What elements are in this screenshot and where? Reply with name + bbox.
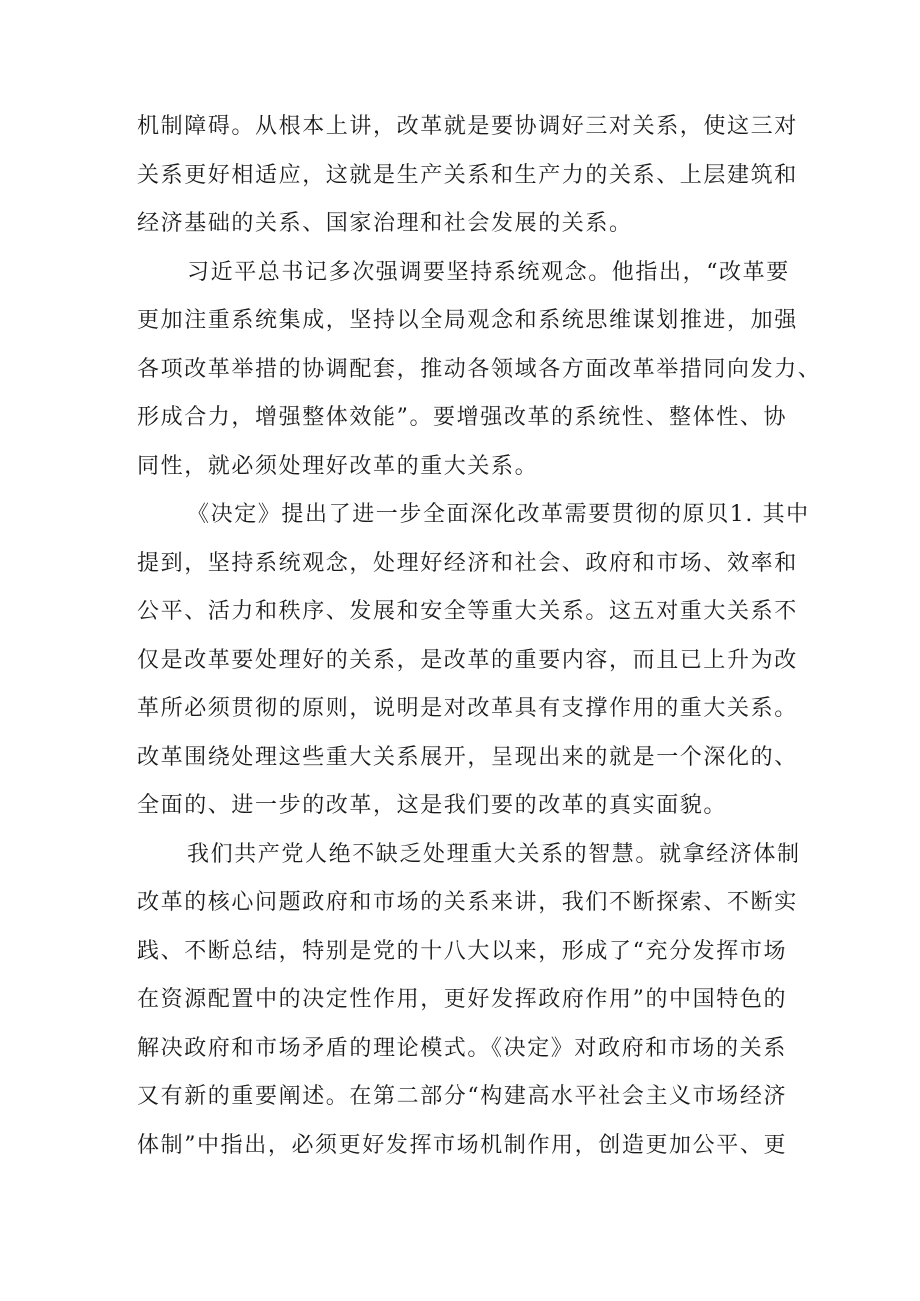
text-line: 体制”中指出，必须更好发挥市场机制作用，创造更加公平、更 <box>137 1132 788 1158</box>
text-line: 践、不断总结，特别是党的十八大以来，形成了“充分发挥市场 <box>137 938 788 964</box>
text-line: 更加注重系统集成，坚持以全局观念和系统思维谋划推进，加强 <box>137 308 798 333</box>
paragraph-3 <box>137 491 810 831</box>
paragraph-1 <box>137 103 798 249</box>
paragraph-4 <box>137 831 801 1171</box>
text-line: 经济基础的关系、国家治理和社会发展的关系。 <box>137 211 633 236</box>
document-body <box>137 103 822 1170</box>
text-line: 公平、活力和秩序、发展和安全等重大关系。这五对重大关系不 <box>137 599 798 624</box>
text-line: 提到，坚持系统观念，处理好经济和社会、政府和市场、效率和 <box>137 550 798 576</box>
text-line: 各项改革举措的协调配套，推动各领域各方面改革举措同向发力、 <box>137 356 822 382</box>
text-line: 又有新的重要阐述。在第二部分“构建高水平社会主义市场经济 <box>137 1084 788 1109</box>
paragraph-2 <box>137 249 822 492</box>
text-line: 我们共产党人绝不缺乏处理重大关系的智慧。就拿经济体制 <box>187 841 801 867</box>
text-line: 习近平总书记多次强调要坚持系统观念。他指出，“改革要 <box>187 259 790 285</box>
text-line: 改革围绕处理这些重大关系展开，呈现出来的就是一个深化的、 <box>137 744 798 770</box>
text-line: 形成合力，增强整体效能”。要增强改革的系统性、整体性、协 <box>137 405 788 430</box>
text-line: 解决政府和市场矛盾的理论模式。《决定》对政府和市场的关系 <box>137 1035 787 1061</box>
text-line: 全面的、进一步的改革，这是我们要的改革的真实面貌。 <box>137 793 728 818</box>
text-line: 机制障碍。从根本上讲，改革就是要协调好三对关系，使这三对 <box>137 114 798 139</box>
text-line: 革所必须贯彻的原则，说明是对改革具有支撑作用的重大关系。 <box>137 696 798 721</box>
text-line: 在资源配置中的决定性作用，更好发挥政府作用”的中国特色的 <box>137 987 788 1012</box>
text-line: 关系更好相适应，这就是生产关系和生产力的关系、上层建筑和 <box>137 162 798 188</box>
text-line: 《决定》提出了进一步全面深化改革需要贯彻的原贝1. 其中 <box>187 502 810 527</box>
text-line: 同性，就必须处理好改革的重大关系。 <box>137 453 539 479</box>
text-line: 改革的核心问题政府和市场的关系来讲，我们不断探索、不断实 <box>137 890 798 915</box>
text-line: 仅是改革要处理好的关系，是改革的重要内容，而且已上升为改 <box>137 647 798 673</box>
